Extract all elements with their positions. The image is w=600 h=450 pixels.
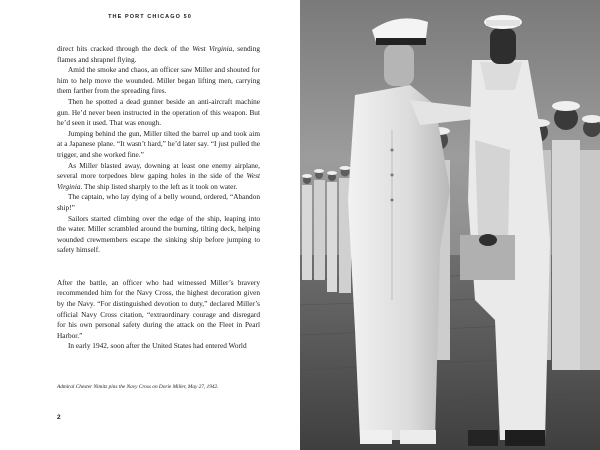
navy-cross-ceremony-photo xyxy=(300,0,600,450)
paragraph-2: Amid the smoke and chaos, an officer saw Miller and shouted for him to help move the wounded. Miller began lifting men, carrying them farther from the spreading fires. xyxy=(57,65,260,96)
photo-caption: Admiral Chester Nimitz pins the Navy Cross on Dorie Miller, May 27, 1942. xyxy=(57,384,219,390)
paragraph-9: In early 1942, soon after the United States had entered World xyxy=(68,341,247,351)
paragraph-4: Jumping behind the gun, Miller tilted the barrel up and took aim at a Japanese plane. “It wasn’t hard,” he’d later say. “I just pulled the trigger, and she worked fine.” xyxy=(57,128,260,159)
photo-page xyxy=(300,0,600,450)
page-number: 2 xyxy=(57,414,61,421)
paragraph-6: The captain, who lay dying of a belly wound, ordered, “Abandon ship!” xyxy=(57,192,260,212)
paragraph-3: Then he spotted a dead gunner beside an anti-aircraft machine gun. He’d never been instructed in the operation of this weapon. But he’d seen it used. That was enough. xyxy=(57,96,260,128)
running-head: THE PORT CHICAGO 50 xyxy=(108,14,192,20)
paragraph-8: After the battle, an officer who had witnessed Miller’s bravery recommended him for the Navy Cross, the highest decoration given by the Navy. “For distinguished devotion to duty,” declared Miller’s official Navy Cross citation, “extraordinary courage and disregard for his own personal safety during the attack on the Fleet in Pearl Harbor.” xyxy=(57,277,260,340)
paragraph-1: direct hits cracked through the deck of the West Virginia, sending flames and shrapnel flying. xyxy=(57,44,260,64)
paragraph-5: As Miller blasted away, downing at least one enemy airplane, several more torpedoes blew gaping holes in the side of the West Virginia. The ship listed sharply to the left as it took on water. xyxy=(57,160,260,191)
body-text xyxy=(57,44,260,352)
paragraph-7: Sailors started climbing over the edge of the ship, leaping into the water. Miller scrambled around the burning, tilting deck, helping wounded crewmembers escape the sinking ship before jumping to safety himself. xyxy=(57,213,260,255)
